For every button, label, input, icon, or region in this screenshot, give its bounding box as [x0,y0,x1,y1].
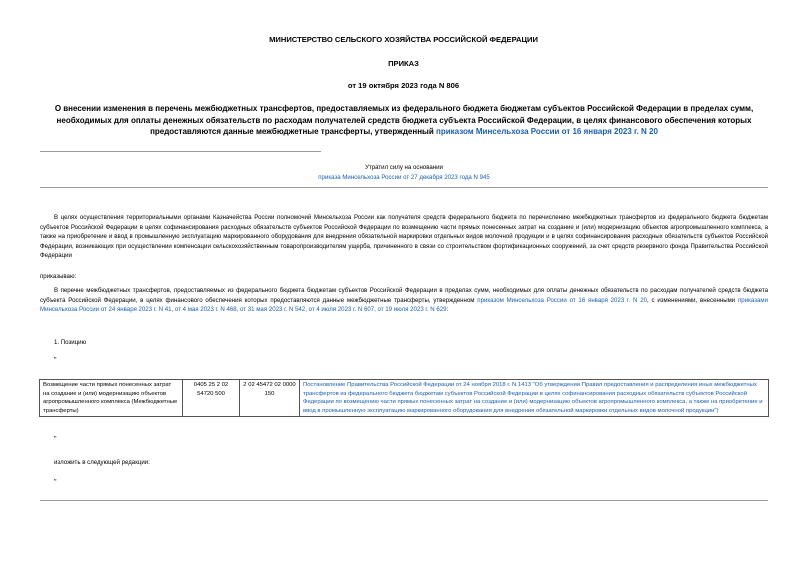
item-text: В перечне межбюджетных трансфертов, предоставляемых из федерального бюджета бюджетам субъектов Российской Федерации в пределах сумм, необходимых для оплаты денежных обязательств по расходам получателей средств бюджета субъекта Российской Федерации, в целях финансового обеспечения которых предоставляются данные межбюджетные трансферты, утвержденном [40,287,768,304]
bottom-divider [40,500,768,501]
quote-mark-open-new: " [54,479,57,486]
item-link-amending-orders[interactable]: приказами Минсельхоза России от 24 января 2023 г. N 41, от 4 мая 2023 г. N 468, от 31 мая 2023 г. N 542, от 4 июля 2023 г. N 607, от 19 июля 2023 г. N 629 [40,296,768,314]
replace-instruction: изложить в следующей редакции: [54,459,150,466]
revenue-code-cell: 2 02 45472 02 0000 150 [240,380,300,417]
doc-type: ПРИКАЗ [388,59,419,68]
doc-title-link[interactable]: приказом Минсельхоза России от 16 января 2023 г. N 20 [436,127,658,136]
position-label: 1. Позицию [54,339,87,346]
transfer-name-cell: Возмещение части прямых понесенных затрат на создание и (или) модернизацию объектов агропромышленного комплекса (Межбюджетные трансферты) [40,380,183,417]
item-end: : [446,306,449,314]
position-table [39,379,769,417]
quote-mark-open: " [54,357,57,364]
status-note: Утратил силу на основании [365,164,443,171]
order-word: приказываю: [40,273,77,280]
doc-date-number: от 19 октября 2023 года N 806 [347,81,460,90]
item-paragraph [40,286,768,315]
status-link[interactable]: приказа Минсельхоза России от 27 декабря 2023 года N 945 [318,174,490,181]
table-row [40,380,769,417]
preamble-paragraph: В целях осуществления территориальными органами Казначейства России полномочий Минсельхоза России как получателя средств федерального бюджета по перечислению межбюджетных трансфертов из федерального бюджета бюджетам субъектов Российской Федерации в целях софинансирования расходных обязательств субъектов Российской Федерации по возмещению части прямых понесенных затрат на создание и (или) модернизацию объектов агропромышленного комплекса, а также на приобретение и ввод в промышленную эксплуатацию маркированного оборудования для внедрения обязательной маркировки отдельных видов молочной продукции и в целях софинансирования расходных обязательств субъектов Российской Федерации, возникающих при осуществлении компенсации сельскохозяйственным товаропроизводителям ущерба, причиненного в связи со строительством фортификационных сооружений, за счет средств резервного фонда Правительства Российской Федерации [40,214,768,260]
ministry-name: МИНИСТЕРСТВО СЕЛЬСКОГО ХОЗЯЙСТВА РОССИЙСКОЙ ФЕДЕРАЦИИ [269,35,538,44]
title-divider [40,151,321,152]
budget-code-cell: 0405 25 2 02 54720 500 [183,380,240,417]
doc-title-text: О внесении изменения в перечень межбюджетных трансфертов, предоставляемых из федерального бюджета бюджетам субъектов Российской Федерации в пределах сумм, необходимых для оплаты денежных обязательств по расходам получателей средств бюджета субъекта Российской Федерации, в целях финансового обеспечения которых предоставляются данные межбюджетные трансферты, утвержденный [54,104,754,136]
item-link-base-order[interactable]: приказом Минсельхоза России от 16 января 2023 г. N 20 [477,296,647,304]
item-mid-text: , с изменениями, внесенными [647,296,738,304]
legal-basis-link-cell[interactable]: Постановление Правительства Российской Федерации от 24 ноября 2018 г. N 1413 "Об утверждении Правил предоставления и распределения иных межбюджетных трансфертов из федерального бюджета бюджетам субъектов Российской Федерации в целях софинансирования расходных обязательств субъектов Российской Федерации по возмещению части прямых понесенных затрат на создание и (или) модернизацию объектов агропромышленного комплекса, а также на приобретение и ввод в промышленную эксплуатацию маркированного оборудования для внедрения обязательной маркировки отдельных видов молочной продукции") [300,380,769,417]
quote-mark-close: " [54,436,57,443]
doc-title [40,103,768,138]
status-divider [40,187,768,188]
